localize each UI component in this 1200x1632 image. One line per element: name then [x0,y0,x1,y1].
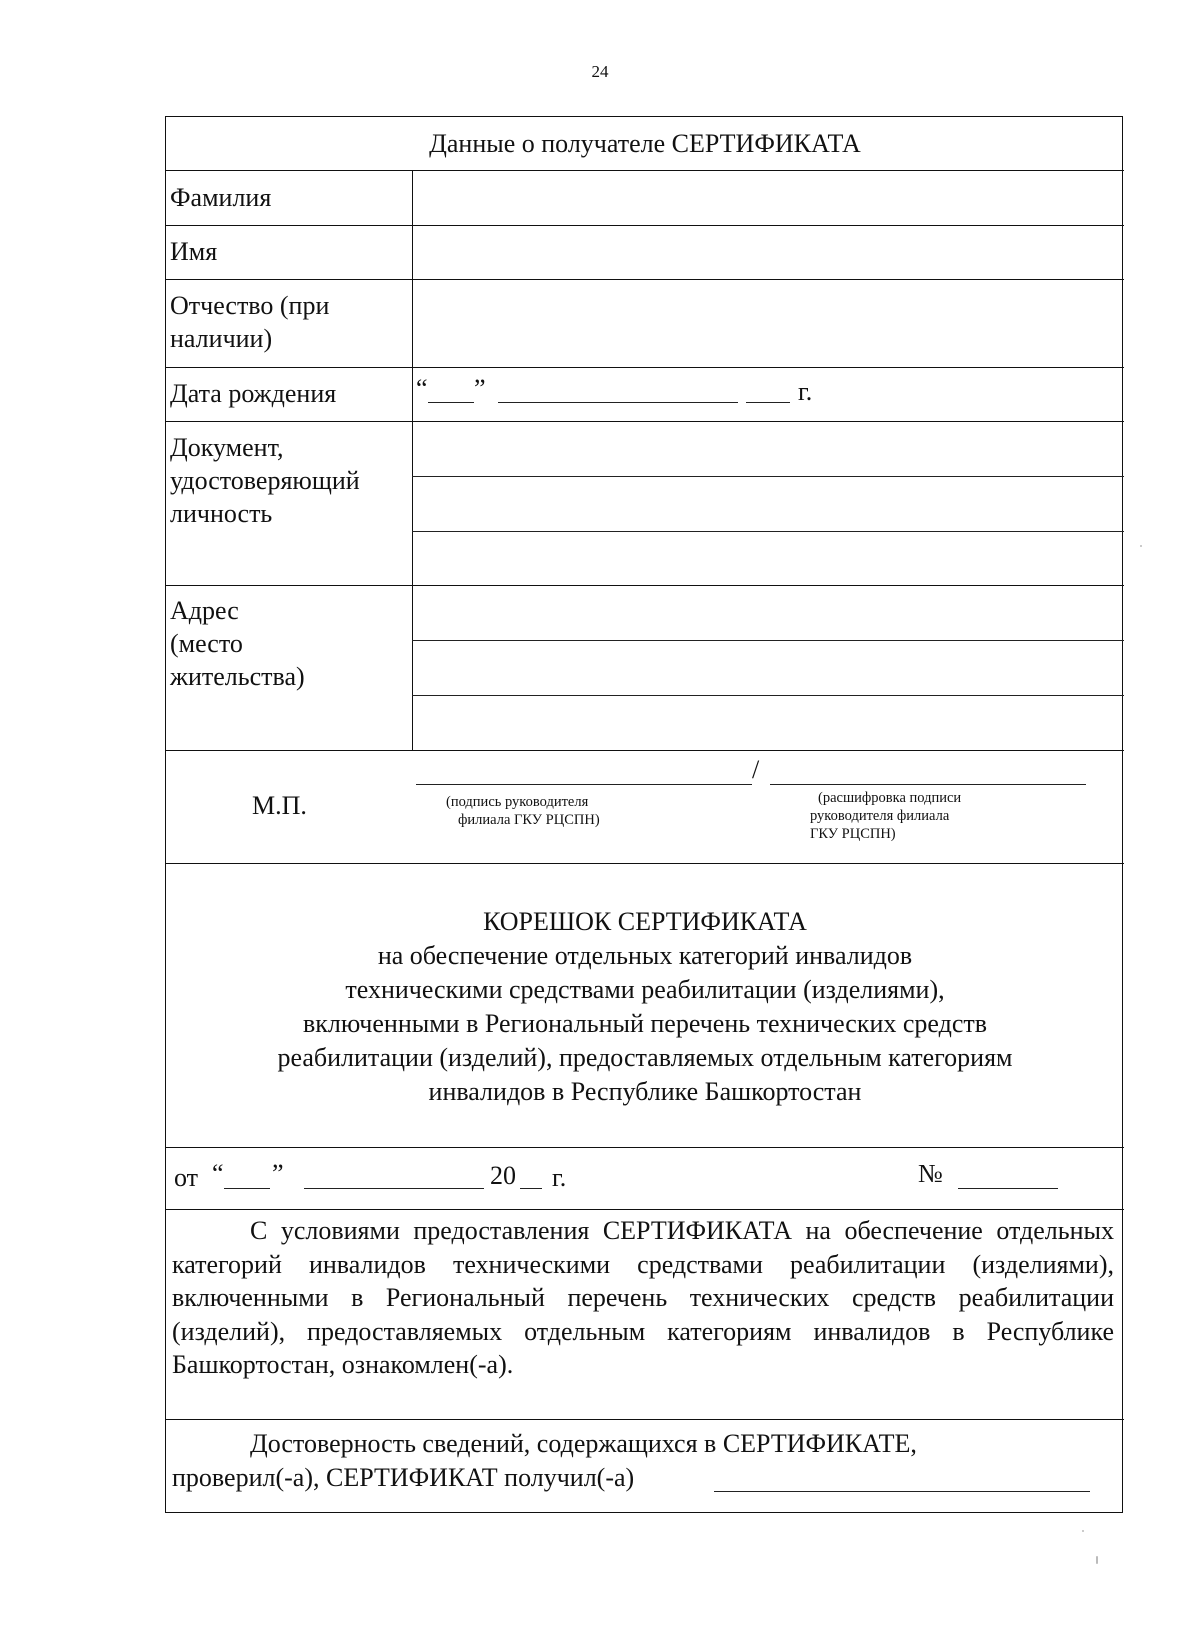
signature-caption-line1: (подпись руководителя [446,794,589,810]
acknowledgement-text: С условиями предоставления СЕРТИФИКАТА на обеспечение отдельных категорий инвалидов техническими средствами реабилитации (изделиями), включенными в Региональный перечень технических средств реабилитации (изделий), предоставляемых отдельным категориям инвалидов в Республике Башкортостан, ознакомлен(-а). [172,1216,1114,1379]
verification-line1: Достоверность сведений, содержащихся в СЕРТИФИКАТЕ, [250,1429,917,1458]
date-year-blank [520,1188,542,1189]
birth-day-blank [428,402,474,403]
address-line [412,640,1124,641]
birth-month-blank [498,402,738,403]
number-label: № [918,1159,943,1188]
decoding-caption-line2: руководителя филиала [810,808,950,824]
date-close-quote: ” [272,1159,284,1188]
row-divider [166,170,1124,171]
birth-date-open-quote: “ [416,374,428,403]
birth-year-blank [746,402,790,403]
address-label-line2: (место [170,629,243,658]
page-number: 24 [591,62,609,81]
date-day-blank [224,1188,270,1189]
row-divider [166,279,1124,280]
number-blank [958,1188,1058,1189]
id-document-label-line1: Документ, [170,433,284,462]
address-line [412,695,1124,696]
decoding-caption-line3: ГКУ РЦСПН) [810,826,896,842]
surname-label: Фамилия [170,183,272,212]
signature-caption-line2: филиала ГКУ РЦСПН) [458,812,600,828]
row-divider [166,1209,1124,1210]
date-month-blank [304,1188,484,1189]
date-from-label: от [174,1163,199,1192]
id-document-label-line2: удостоверяющий [170,466,360,495]
stub-block [166,905,1124,1109]
row-divider [166,225,1124,226]
acknowledgement-paragraph [172,1214,1114,1382]
row-divider [166,585,1124,586]
row-divider [166,367,1124,368]
document-line [412,476,1124,477]
stub-line: инвалидов в Республике Башкортостан [428,1077,862,1106]
row-divider [166,863,1124,864]
patronymic-label-line2: наличии) [170,324,273,353]
stub-line: техническими средствами реабилитации (изделиями), [345,975,945,1004]
certificate-form [165,116,1123,1513]
patronymic-label-line1: Отчество (при [170,291,330,320]
row-divider [166,750,1124,751]
birth-date-label: Дата рождения [170,379,337,408]
signature-separator: / [752,755,760,784]
date-year-suffix: г. [552,1163,567,1192]
stub-line: реабилитации (изделий), предоставляемых отдельным категориям [277,1043,1013,1072]
decoding-caption-line1: (расшифровка подписи [818,790,962,806]
row-divider [166,1419,1124,1420]
signature-line [416,784,752,785]
recipient-signature-line [714,1491,1090,1492]
birth-date-close-quote: ” [474,374,486,403]
stamp-label: М.П. [252,791,307,820]
scan-speck [1096,1556,1098,1564]
id-document-label-line3: личность [170,499,273,528]
name-label: Имя [170,237,218,266]
recipient-section-title: Данные о получателе СЕРТИФИКАТА [429,129,861,158]
signature-decoding-line [770,784,1086,785]
stub-line: включенными в Региональный перечень технических средств [302,1009,988,1038]
birth-year-suffix: г. [798,377,813,406]
date-open-quote: “ [212,1159,224,1188]
date-century: 20 [490,1161,516,1190]
verification-line2: проверил(-а), СЕРТИФИКАТ получил(-а) [172,1463,635,1492]
address-label-line1: Адрес [170,596,239,625]
column-divider [412,170,413,750]
stub-title: КОРЕШОК СЕРТИФИКАТА [483,907,807,936]
scan-speck [1082,1530,1084,1532]
row-divider [166,1147,1124,1148]
stub-line: на обеспечение отдельных категорий инвалидов [377,941,913,970]
address-label-line3: жительства) [170,662,305,691]
document-line [412,531,1124,532]
row-divider [166,421,1124,422]
scan-speck [1140,545,1142,547]
